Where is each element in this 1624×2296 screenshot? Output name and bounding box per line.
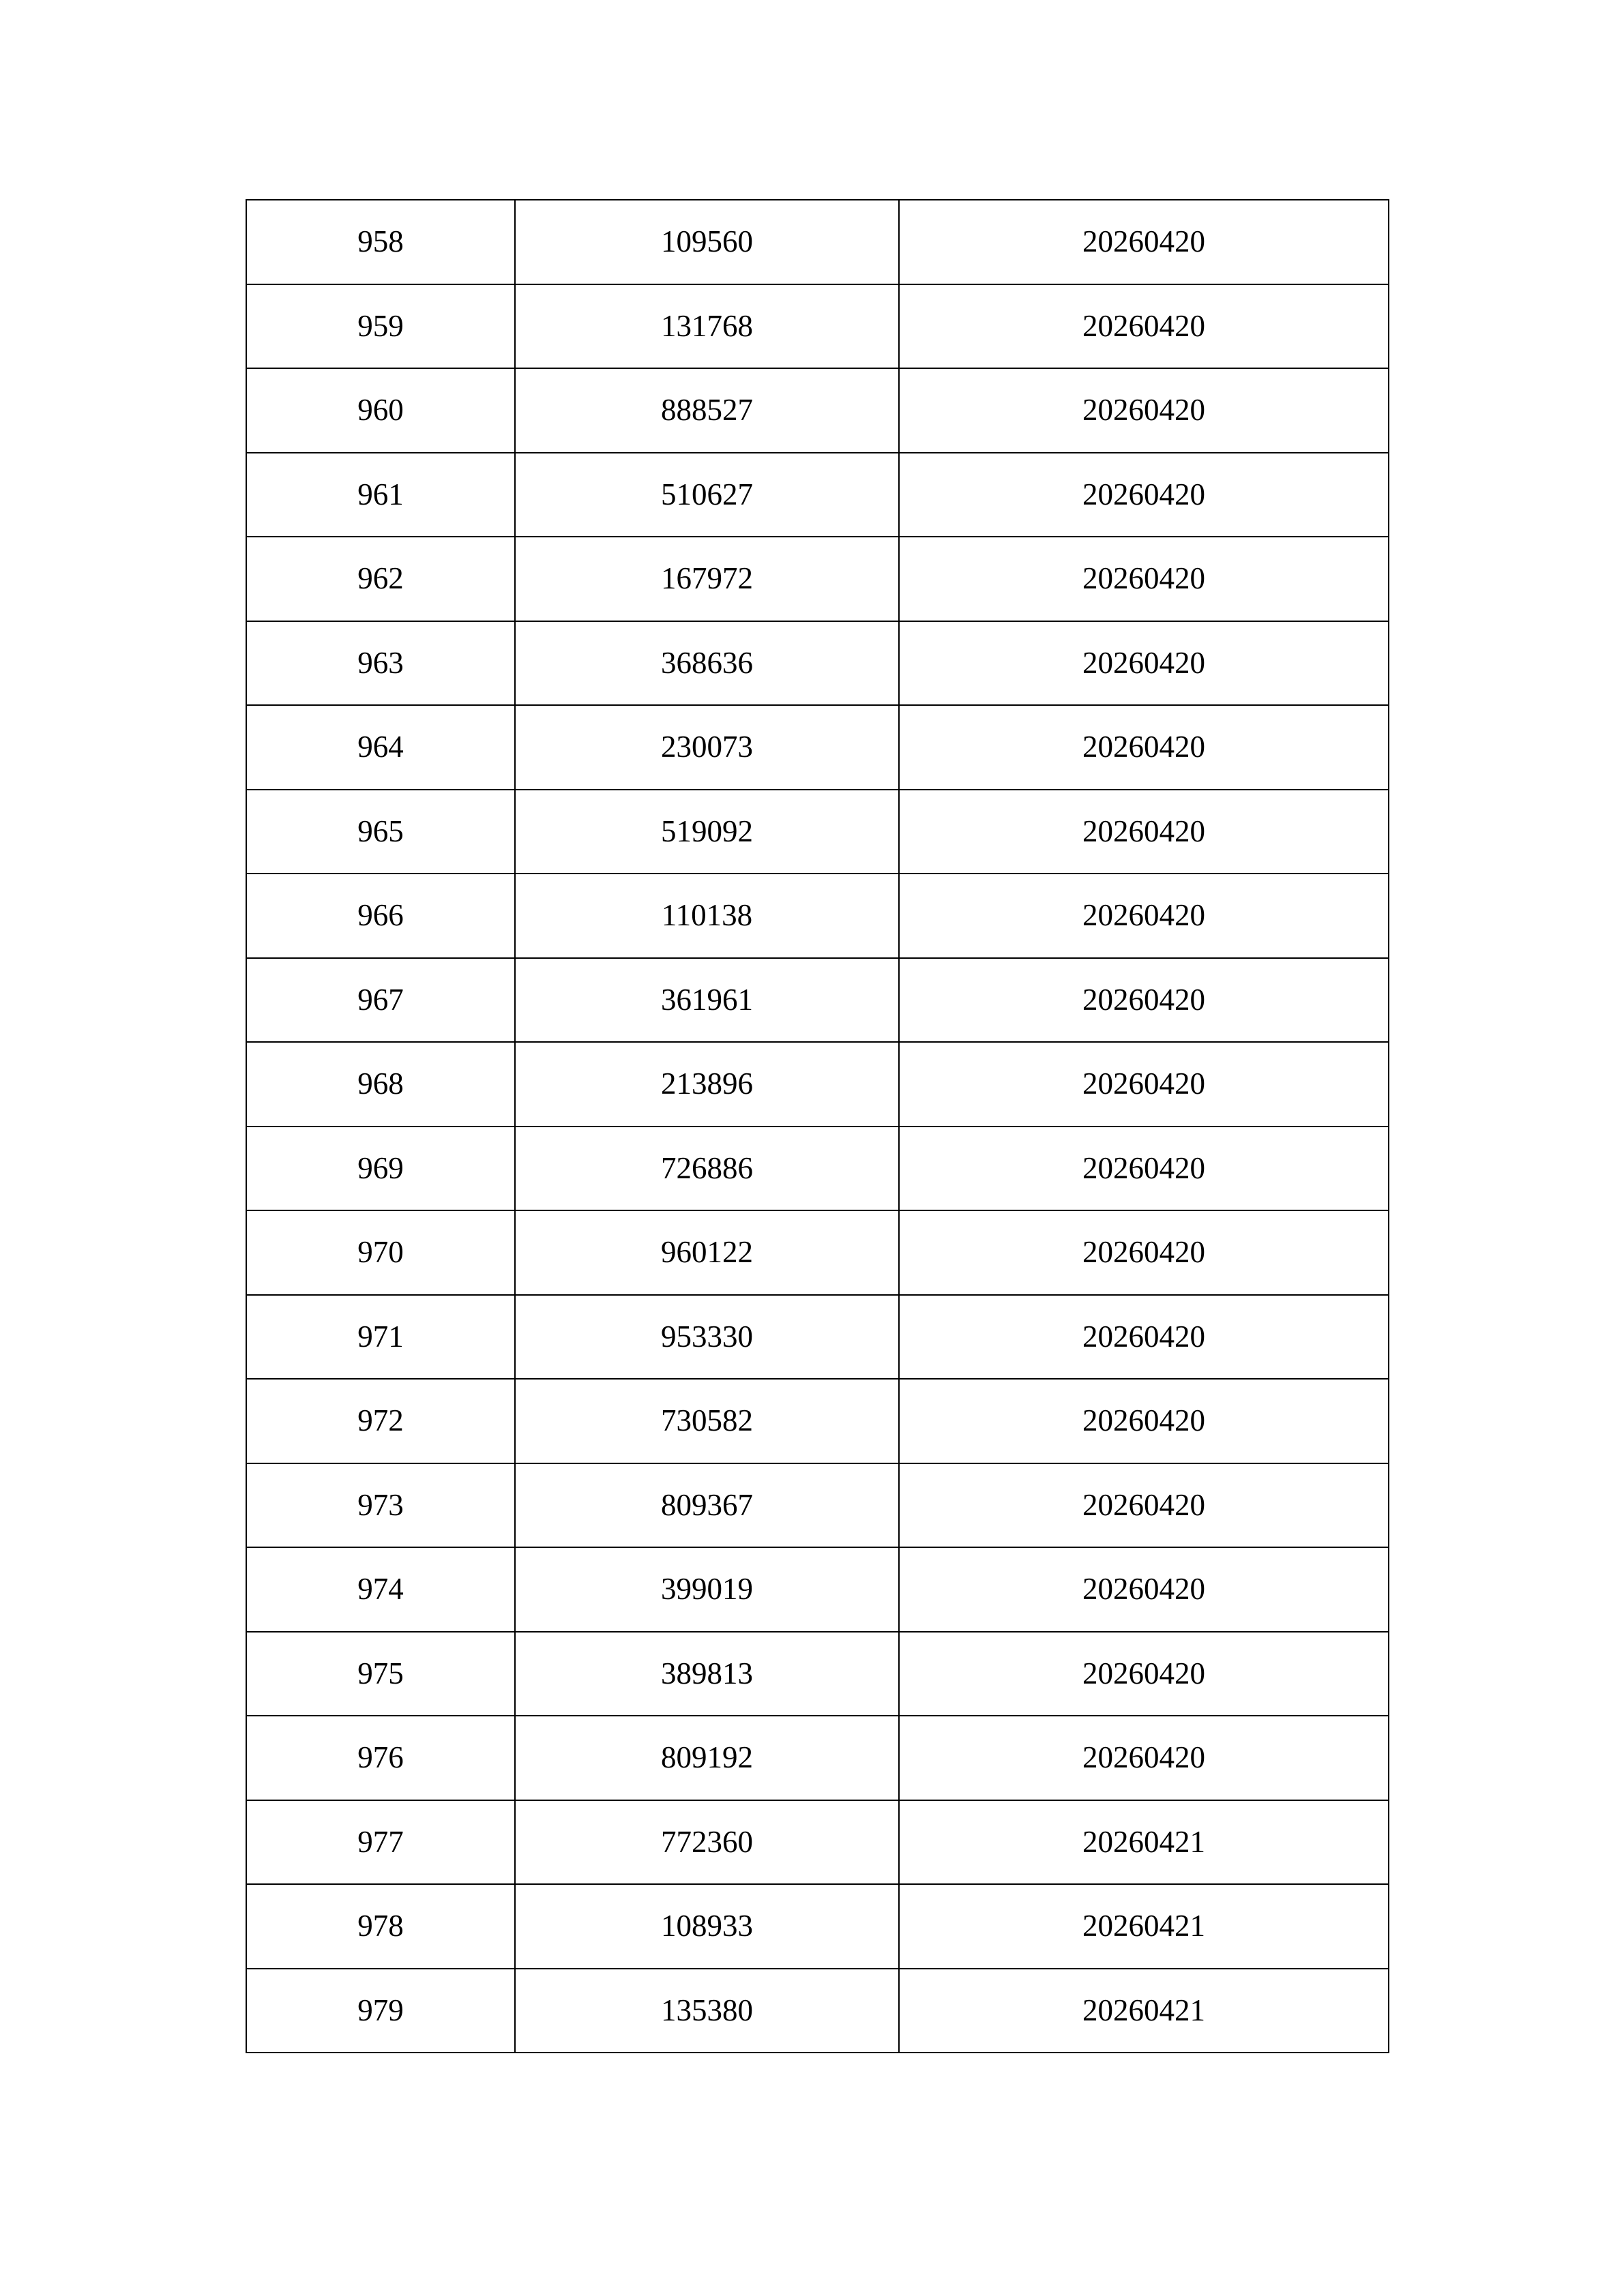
table-cell-code: 809192	[515, 1716, 899, 1800]
table-cell-date: 20260421	[899, 1800, 1389, 1885]
table-cell-date: 20260420	[899, 1295, 1389, 1380]
table-cell-index: 971	[246, 1295, 515, 1380]
table-cell-date: 20260421	[899, 1969, 1389, 2053]
table-cell-date: 20260420	[899, 1463, 1389, 1548]
table-cell-date: 20260420	[899, 1716, 1389, 1800]
table-row	[246, 621, 1389, 706]
table-row	[246, 790, 1389, 874]
table-cell-code: 960122	[515, 1210, 899, 1295]
table-cell-code: 772360	[515, 1800, 899, 1885]
table-cell-code: 167972	[515, 537, 899, 621]
table-cell-code: 131768	[515, 284, 899, 369]
table-cell-code: 389813	[515, 1632, 899, 1716]
table-cell-date: 20260420	[899, 284, 1389, 369]
table-cell-code: 230073	[515, 705, 899, 790]
table-cell-index: 975	[246, 1632, 515, 1716]
table-cell-code: 110138	[515, 874, 899, 958]
table-cell-index: 970	[246, 1210, 515, 1295]
table-cell-index: 977	[246, 1800, 515, 1885]
table-row	[246, 1547, 1389, 1632]
table-cell-index: 978	[246, 1884, 515, 1969]
table-cell-index: 963	[246, 621, 515, 706]
table-cell-index: 969	[246, 1127, 515, 1211]
table-cell-code: 135380	[515, 1969, 899, 2053]
table-cell-date: 20260420	[899, 1379, 1389, 1463]
table-cell-date: 20260420	[899, 368, 1389, 453]
table-cell-index: 979	[246, 1969, 515, 2053]
table-row	[246, 1800, 1389, 1885]
table-cell-date: 20260421	[899, 1884, 1389, 1969]
table-row	[246, 537, 1389, 621]
table-cell-index: 961	[246, 453, 515, 537]
table-row	[246, 200, 1389, 284]
table-cell-date: 20260420	[899, 705, 1389, 790]
table-cell-date: 20260420	[899, 1547, 1389, 1632]
table-cell-index: 959	[246, 284, 515, 369]
table-cell-date: 20260420	[899, 1127, 1389, 1211]
table-cell-code: 213896	[515, 1042, 899, 1127]
table-row	[246, 1127, 1389, 1211]
table-cell-code: 730582	[515, 1379, 899, 1463]
table-cell-code: 519092	[515, 790, 899, 874]
table-row	[246, 1463, 1389, 1548]
table-cell-index: 973	[246, 1463, 515, 1548]
table-cell-code: 953330	[515, 1295, 899, 1380]
table-cell-index: 968	[246, 1042, 515, 1127]
table-cell-index: 965	[246, 790, 515, 874]
table-cell-index: 976	[246, 1716, 515, 1800]
table-row	[246, 1210, 1389, 1295]
table-cell-date: 20260420	[899, 1042, 1389, 1127]
table-row	[246, 705, 1389, 790]
data-table	[246, 199, 1389, 2053]
table-cell-code: 109560	[515, 200, 899, 284]
table-cell-index: 962	[246, 537, 515, 621]
table-row	[246, 958, 1389, 1043]
table-cell-date: 20260420	[899, 200, 1389, 284]
table-cell-index: 972	[246, 1379, 515, 1463]
table-cell-code: 809367	[515, 1463, 899, 1548]
table-row	[246, 1295, 1389, 1380]
table-row	[246, 368, 1389, 453]
table-cell-index: 958	[246, 200, 515, 284]
table-cell-code: 108933	[515, 1884, 899, 1969]
table-cell-code: 368636	[515, 621, 899, 706]
table-row	[246, 1632, 1389, 1716]
table-cell-date: 20260420	[899, 1210, 1389, 1295]
table-cell-date: 20260420	[899, 874, 1389, 958]
table-cell-code: 510627	[515, 453, 899, 537]
table-row	[246, 1042, 1389, 1127]
table-cell-date: 20260420	[899, 453, 1389, 537]
table-cell-date: 20260420	[899, 621, 1389, 706]
table-cell-date: 20260420	[899, 1632, 1389, 1716]
table-cell-index: 964	[246, 705, 515, 790]
table-cell-code: 726886	[515, 1127, 899, 1211]
table-row	[246, 1716, 1389, 1800]
table-cell-index: 967	[246, 958, 515, 1043]
table-cell-code: 361961	[515, 958, 899, 1043]
table-cell-index: 966	[246, 874, 515, 958]
table-row	[246, 874, 1389, 958]
table-body	[246, 200, 1389, 2053]
table-cell-index: 960	[246, 368, 515, 453]
table-cell-index: 974	[246, 1547, 515, 1632]
table-cell-date: 20260420	[899, 537, 1389, 621]
table-cell-date: 20260420	[899, 958, 1389, 1043]
table-row	[246, 1884, 1389, 1969]
table-row	[246, 1379, 1389, 1463]
table-row	[246, 284, 1389, 369]
table-row	[246, 453, 1389, 537]
table-cell-code: 888527	[515, 368, 899, 453]
table-cell-code: 399019	[515, 1547, 899, 1632]
table-cell-date: 20260420	[899, 790, 1389, 874]
table-row	[246, 1969, 1389, 2053]
